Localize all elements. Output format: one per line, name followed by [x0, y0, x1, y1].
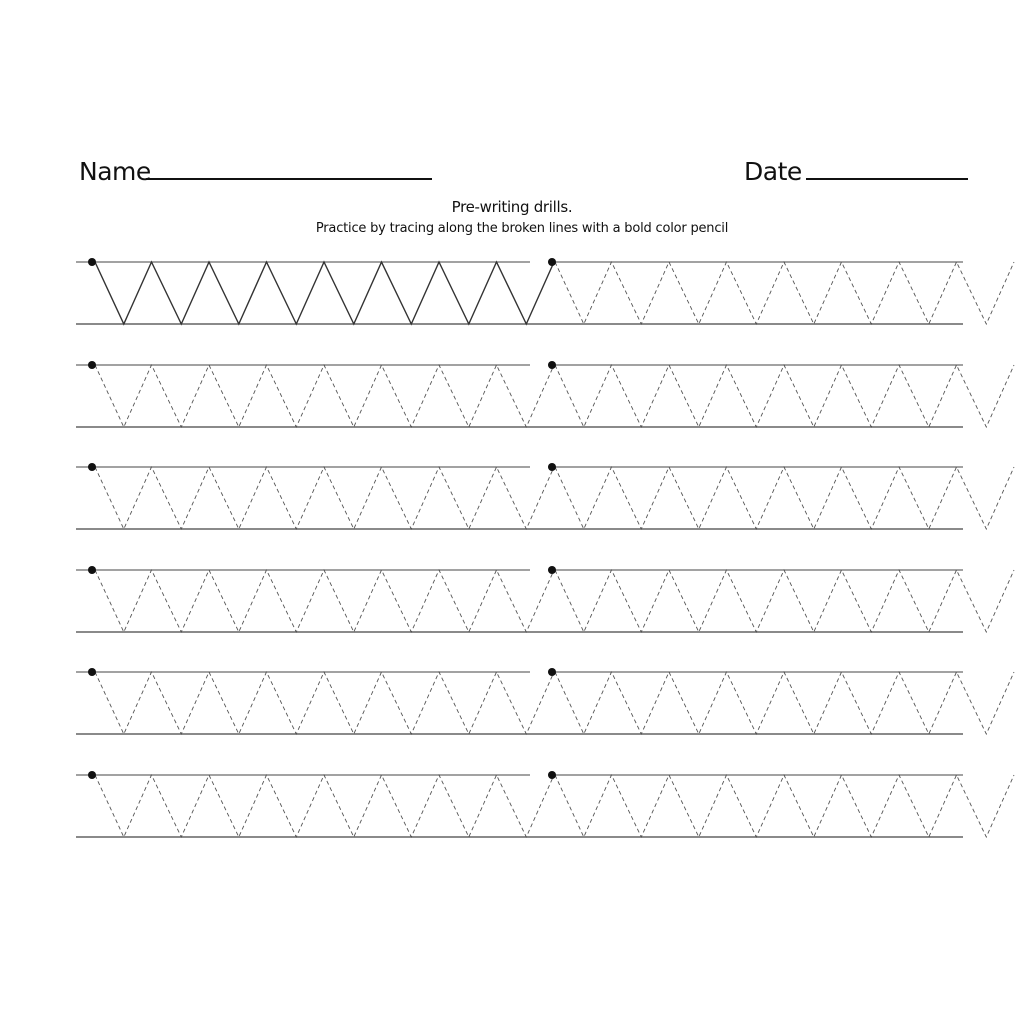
zigzag-trace-dashed [555, 467, 1014, 529]
start-dot [88, 463, 96, 471]
start-dot [548, 668, 556, 676]
start-dot [88, 668, 96, 676]
start-dot [548, 463, 556, 471]
start-dot [548, 361, 556, 369]
start-dot [88, 771, 96, 779]
start-dot [548, 771, 556, 779]
name-label: Name [79, 157, 151, 186]
zigzag-trace-dashed [95, 775, 554, 837]
zigzag-trace-dashed [555, 672, 1014, 734]
zigzag-example-solid [95, 262, 554, 324]
worksheet-title: Pre-writing drills. [451, 198, 573, 216]
zigzag-trace-dashed [95, 467, 554, 529]
date-label: Date [744, 157, 802, 186]
worksheet-instructions: Practice by tracing along the broken lines with a bold color pencil [315, 221, 729, 236]
zigzag-trace-dashed [95, 672, 554, 734]
start-dot [88, 361, 96, 369]
zigzag-trace-dashed [95, 365, 554, 427]
zigzag-trace-dashed [555, 570, 1014, 632]
start-dot [548, 258, 556, 266]
start-dot [548, 566, 556, 574]
zigzag-trace-dashed [555, 365, 1014, 427]
start-dot [88, 566, 96, 574]
zigzag-trace-dashed [95, 570, 554, 632]
zigzag-trace-dashed [555, 775, 1014, 837]
zigzag-trace-dashed [555, 262, 1014, 324]
start-dot [88, 258, 96, 266]
